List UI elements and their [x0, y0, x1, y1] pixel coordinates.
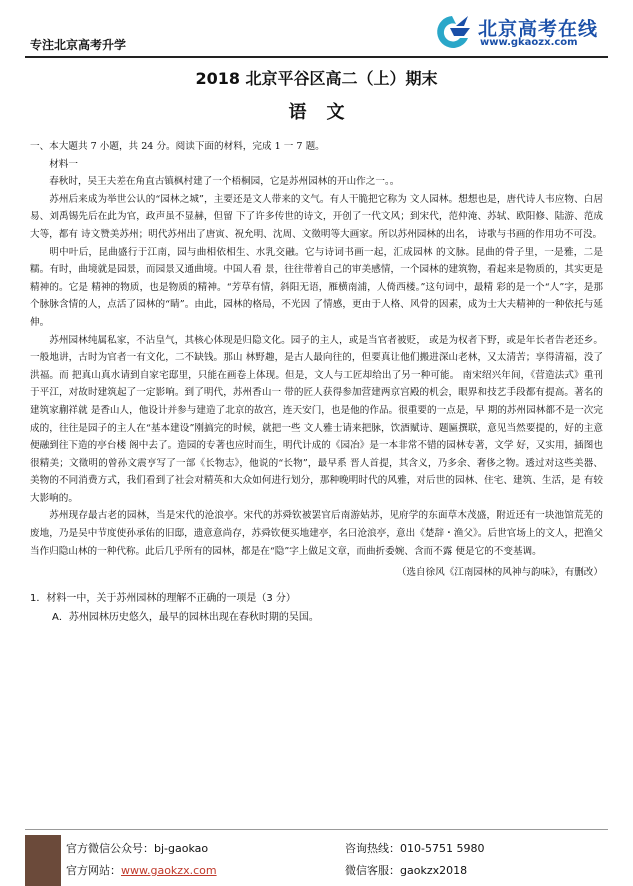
paragraph: 苏州现存最古老的园林，当是宋代的沧浪亭。宋代的苏舜钦被罢官后南游姑苏，见府学的东面草木茂盛，附近还有一块池馆荒芜的废地，乃是吴中节度使孙承佑的旧邸，遗意意尚存，苏舜钦便买地建亭，名曰沧浪亭，意出《楚辞・渔父》。后世官场上的文人，把渔父当作归隐山林的一种代称。此后几乎所有的园林，都是在“隐”字上做足文章，而曲折委婉、含而不露 便是它的不变基调。 — [30, 510, 603, 557]
page-header — [0, 0, 633, 62]
section-instruction: 一、本大题共 7 小题，共 24 分。阅读下面的材料，完成 1 一 7 题。 — [30, 141, 325, 152]
header-tagline: 专注北京高考升学 — [30, 38, 127, 52]
logo-name: 北京高考在线 — [478, 18, 599, 40]
subject-title: 语文 — [288, 102, 365, 123]
footer-hotline: 咨询热线：010-5751 5980 — [345, 842, 485, 855]
paragraph: 春秋时，吴王夫差在角直古镇枫村建了一个梧桐园，它是苏州园林的开山作之一。。 — [49, 176, 400, 188]
footer-website-label: 官方网站： — [66, 864, 121, 877]
paragraph: 苏州园林纯属私家，不沾皇气，其核心体现是归隐文化。园子的主人，或是当官者被贬， 或是为权者下野，或是年长者告老还乡。一般地讲，古时为官者一有文化，二不缺钱。那山 林野趣，是古人最向往的，但要真让他们搬进深山老林，又太清苦；享得清福，没了洪福。而 把真山真水请到自家宅邸里，只能在画卷上体现。但是，文人与工匠却给出了另一种可能。 南宋绍兴年间，《营造法式》重刊于平江，对故时建筑起了一定影响。到了明代，苏州香山一 带的匠人获得参加营建两京宫殿的机会，眼界和技艺手段都有提高。著名的建筑家蒯祥就 是香山人，他设计并参与建造了北京的故宫，连天安门，也是他的作品。很重要的一点是，早 期的苏州园林都不是一次完成的，往往是园子的主人在“基本建设”刚搞完的时候，就把一些 文人雅士请来把脉，饮酒赋诗、题匾撰联，意见当然要提的，好的主意便融到往下造的亭台楼 阁中去了。造园的专著也应时而生，明代计成的《园冶》是一本非常不错的园林专著，文学 好，又实用，插图也很精美；文徵明的曾孙文震亨写了一部《长物志》，他说的“长物”，最早系 晋人首提，其含义，乃多余、奢侈之物。透过对这些美器、美物的不同消费方式，我们看到了社会对精英和大众如何进行划分，那种晚明时代的风雅，对后世的园林、住宅、建筑、生活，是 有较大影响的。 — [30, 334, 603, 504]
question-1: 1．材料一中，关于苏州园林的理解不正确的一项是（3 分） — [30, 592, 296, 604]
site-logo[interactable] — [430, 12, 620, 52]
logo-url: www.gkaozx.com — [480, 37, 578, 48]
footer-wechat: 官方微信公众号：bj-gaokao — [66, 842, 209, 855]
exam-title: 2018 北京平谷区高二（上）期末 — [195, 69, 438, 88]
footer-divider — [25, 829, 608, 830]
exam-content — [30, 138, 603, 627]
header-divider — [25, 56, 608, 58]
paragraph: 明中叶后，昆曲盛行于江南，园与曲相依相生、水乳交融。它与诗词书画一起，汇成园林 的文脉。昆曲的骨子里，一是雅，二是糯。有时，曲境就是园景，而园景又通曲境。中国人看 景，往往带着自己的审美感情，一个园林的建筑物，看起来是物质的，其实更是精神的。它是 精神的物质，也是物质的精神。“芳草有情，斜阳无语，雁横南浦，人倚西楼。”这句词中，最精 彩的是一个“人”字，是那个脉脉含情的人，点活了园林的“睛”。由此，园林的格局，不光因 了情感，更由于人格、风骨的因素，成为士大夫精神的一种依托与延伸。 — [30, 246, 603, 328]
footer-wechat-service: 微信客服：gaokzx2018 — [345, 864, 468, 877]
footer-accent-bar — [25, 835, 61, 886]
source-citation: （选自徐风《江南园林的风神与韵味》，有删改） — [396, 567, 603, 579]
page-footer — [0, 829, 633, 886]
footer-website — [66, 862, 217, 878]
question-1-option-a: A．苏州园林历史悠久，最早的园林出现在春秋时期的吴国。 — [52, 612, 319, 624]
material-label: 材料一 — [49, 158, 78, 170]
logo-icon — [430, 12, 474, 52]
footer-website-link[interactable]: www.gaokzx.com — [121, 864, 217, 877]
paragraph: 苏州后来成为举世公认的“园林之城”，主要还是文人带来的文气。有人干脆把它称为 文人园林。想想也是，唐代诗人韦应物、白居易、刘禹锡先后在此为官，政声虽不显赫，但留 下了许多传世的诗文，开创了一代文风；到宋代，范仲淹、苏轼、欧阳修、陆游、范成大等，都有 诗文赞美苏州；明代苏州出了唐寅、祝允明、沈周、文徵明等大画家。所以苏州园林的出名， 诗歌与书画的作用功不可没。 — [30, 193, 603, 240]
